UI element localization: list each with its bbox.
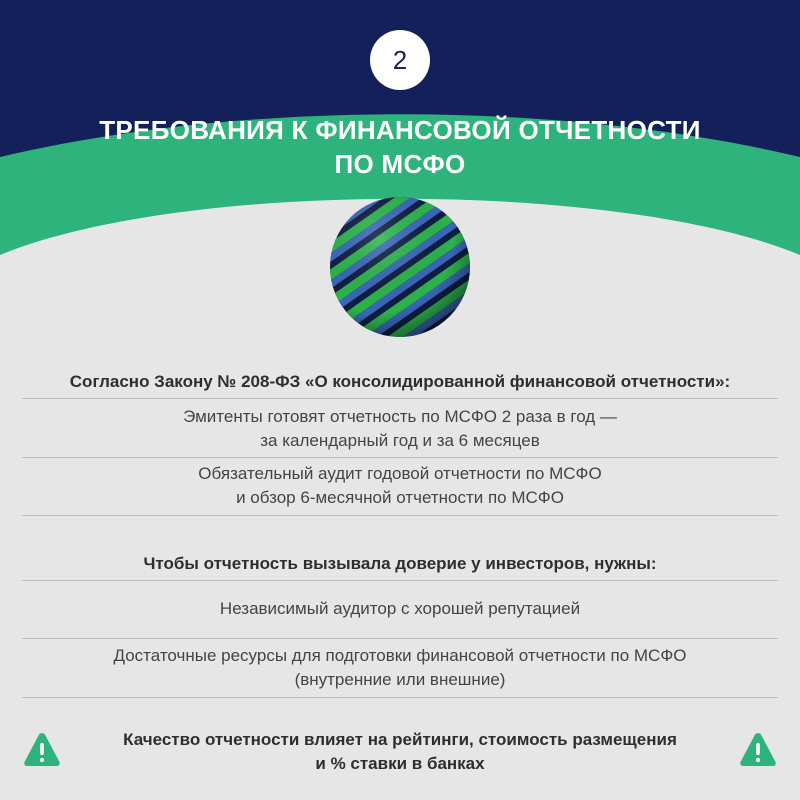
footer-note — [80, 728, 720, 776]
divider — [22, 398, 778, 399]
title-line-1: ТРЕБОВАНИЯ К ФИНАНСОВОЙ ОТЧЕТНОСТИ — [99, 115, 701, 145]
section1-item-1-line-1: Эмитенты готовят отчетность по МСФО 2 раза в год — — [183, 407, 617, 426]
step-number-badge — [370, 30, 430, 90]
divider — [22, 457, 778, 458]
section2-item-2 — [22, 644, 778, 692]
divider — [22, 515, 778, 516]
footer-line-1: Качество отчетности влияет на рейтинги, стоимость размещения — [123, 730, 677, 749]
page-title — [0, 113, 800, 181]
striped-globe-icon — [328, 195, 472, 339]
section2-heading: Чтобы отчетность вызывала доверие у инвесторов, нужны: — [143, 554, 657, 573]
warning-triangle-icon — [22, 730, 62, 770]
section2-item-2-line-1: Достаточные ресурсы для подготовки финансовой отчетности по МСФО — [113, 646, 687, 665]
section2-item-1-line-1: Независимый аудитор с хорошей репутацией — [219, 599, 581, 618]
divider — [22, 580, 778, 581]
section1-item-1-line-2: за календарный год и за 6 месяцев — [260, 431, 540, 450]
step-number: 2 — [392, 44, 408, 75]
section2-item-2-line-2: (внутренние или внешние) — [294, 670, 506, 689]
footer-line-2: и % ставки в банках — [315, 754, 485, 773]
divider — [22, 638, 778, 639]
title-line-2: ПО МСФО — [334, 149, 466, 179]
warning-triangle-icon — [738, 730, 778, 770]
divider — [22, 697, 778, 698]
section1-item-2 — [22, 462, 778, 510]
section1-heading: Согласно Закону № 208-ФЗ «О консолидированной финансовой отчетности»: — [69, 372, 731, 391]
section1-item-1 — [22, 405, 778, 453]
section2-item-1 — [22, 597, 778, 621]
section1-item-2-line-1: Обязательный аудит годовой отчетности по МСФО — [198, 464, 602, 483]
section1-item-2-line-2: и обзор 6-месячной отчетности по МСФО — [236, 488, 564, 507]
